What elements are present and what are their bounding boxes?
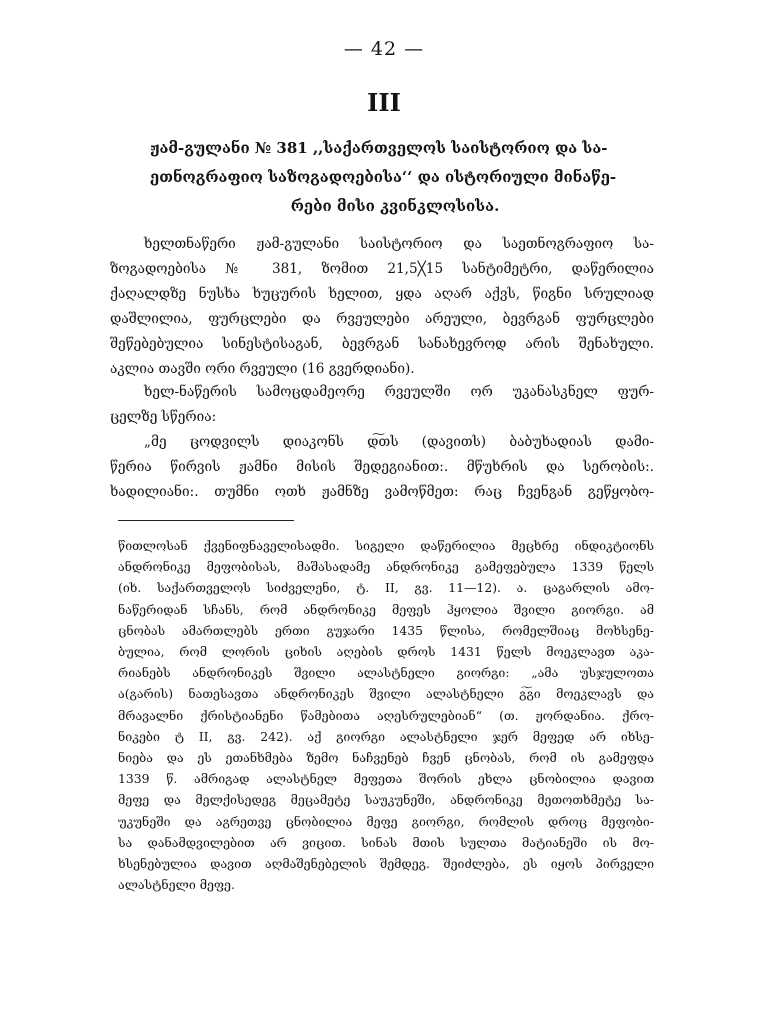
footnote-line: (იხ. საქართველოს სიძველენი, ტ. II, გვ. 11—12). ა. ცაგარლის ამო- <box>118 580 654 596</box>
footnote-line: მეფე და მელქისედეგ მეცამეტე საუკუნეში, ანდრონიკე მეთოთხმეტე სა- <box>118 792 654 808</box>
footnote-line: ნიება და ეს ეთანხმება ზემო ნაჩვენებ ჩვენ ცნობას, რომ ის გამეფდა <box>118 750 654 766</box>
text-line: ცელზე სწერია: <box>110 409 217 425</box>
footnote-line: ბულია, რომ ლორის ციხის აღების დროს 1431 წელს მოეკლავთ აკა- <box>118 644 654 660</box>
paragraph-manuscript-description <box>110 232 654 382</box>
footnote-line: მრავალნი ქრისტიანენი წამებითა აღესრულებიან“ (თ. ჟორდანია. ქრო- <box>118 707 654 723</box>
heading-line: ეთნოგრაფიო საზოგადოებისა‘‘ და ისტორიული მინაწე- <box>150 168 617 186</box>
section-numeral: III <box>367 88 401 117</box>
footnote-line: ცნობას ამართლებს ერთი გუჯარი 1435 წლისა, რომელშიაც მოხსენე- <box>118 622 654 638</box>
text-line: ქაღალდზე ნუსხა ხუცურის ხელით, ყდა აღარ აქვს, წიგნი სრულიად <box>110 286 654 302</box>
footnote-line: წითლოსან ქვენიფნაველისადმი. სიგელი დაწერილია მეცხრე ინდიკტიონს <box>118 538 654 553</box>
section-heading <box>150 134 640 221</box>
footnote-line: უკუნეში და აგრეთვე ცნობილია მეფე გიორგი, რომლის დროც მეფობი- <box>118 813 654 829</box>
footnote-line: ნაწერიდან სჩანს, რომ ანდრონიკე მეფეს ჰყოლია შვილი გიორგი. ამ <box>118 601 654 617</box>
paragraph-notebook-note <box>110 380 654 430</box>
footnote-line: ანდრონიკე მეფობისას, მაშასადამე ანდრონიკე გამეფებულა 1339 წელს <box>118 559 654 575</box>
text-line: ზოგადოებისა № 381, ზომით 21,5╳15 სანტიმეტრი, დაწერილია <box>110 261 654 277</box>
text-line: ხელ-ნაწერის სამოცდამეორე რვეულში ორ უკანასკნელ ფურ- <box>144 384 654 400</box>
footnote <box>118 535 654 895</box>
footnote-line: რიანებს ანდრონიკეს შვილი ალასტნელი გიორგი: „ამა უსჯულოთა <box>118 665 654 681</box>
text-line: ხადილიანი:. თუმნი ოთხ ჟამნზე ვამოწმეთ: რაც ჩვენგან გეწყობო- <box>110 484 654 500</box>
heading-line: რები მისი კვინკლოსისა. <box>290 197 500 215</box>
text-line: შეწებებულია სინესტისაგან, ბევრგან სანახევროდ არის შენახული. <box>110 336 654 352</box>
text-line: წერია წირვის ჟამნი მისის შედეგიანით:. მწუხრის და სერობის:. <box>110 459 654 475</box>
footnote-line: ნიკები ტ II, გვ. 242). აქ გიორგი ალასტნელი ჯერ მეფედ არ იხსე- <box>118 728 654 744</box>
footnote-line: სა დანამდვილებით არ ვიცით. სინას მთის სულთა მატიანეში ის მო- <box>118 834 654 850</box>
text-line: „მე ცოდვილს დიაკონს დ͠თს (დავითს) ბაბუხადიას დამი- <box>144 434 654 450</box>
footnote-line: 1339 წ. ამრიგად ალასტნელ მეფეთა შორის ეხლა ცნობილია დავით <box>118 771 654 787</box>
footnote-divider <box>118 520 294 521</box>
heading-line: ჟამ-გულანი № 381 ,,საქართველოს საისტორიო და სა- <box>150 139 608 157</box>
text-line: აკლია თავში ორი რვეული (16 გვერდიანი). <box>110 361 415 377</box>
text-line: ხელთნაწერი ჟამ-გულანი საისტორიო და საეთნოგრაფიო სა- <box>144 236 654 252</box>
paragraph-quotation <box>110 430 654 505</box>
text-line: დაშლილია, ფურცლები და რვეულები არეული, ბევრგან ფურცლები <box>110 311 654 327</box>
footnote-line: ხსენებულია დავით აღმაშენებელის შემდეგ. შეიძლება, ეს იყოს პირველი <box>118 856 654 872</box>
page-number: — 42 — <box>343 38 425 60</box>
footnote-line: ალასტნელი მეფე. <box>118 877 235 893</box>
footnote-line: ა(გარის) ნათესავთა ანდრონიკეს შვილი ალასტნელი გ͠გი მოეკლავს და <box>118 686 654 702</box>
